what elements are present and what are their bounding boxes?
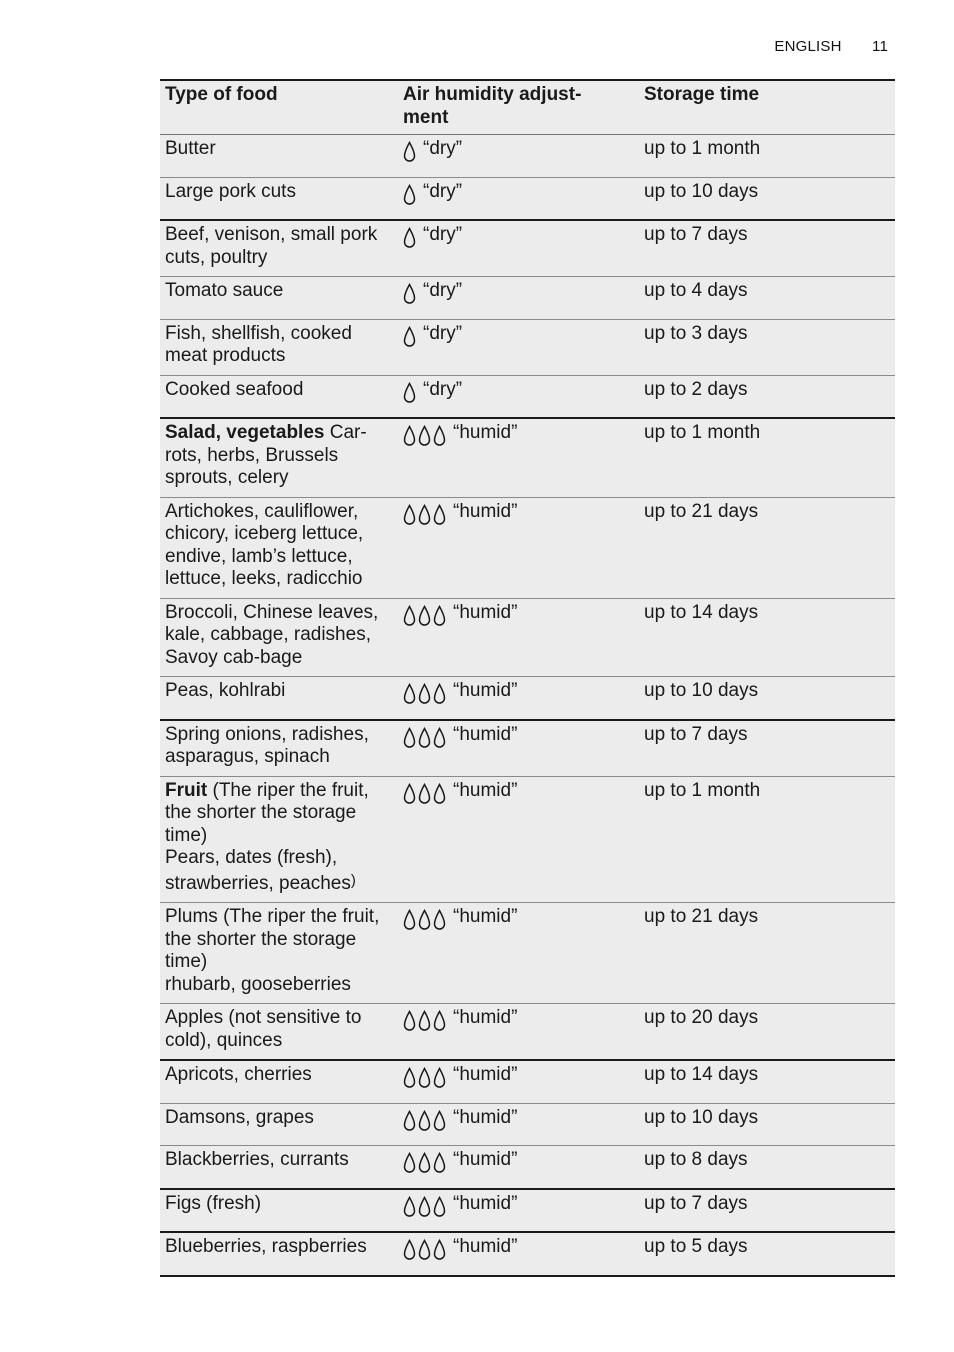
storage-time-cell: up to 20 days	[639, 1004, 895, 1061]
humidity-cell	[398, 220, 639, 277]
storage-time-cell: up to 5 days	[639, 1232, 895, 1276]
humidity-setting	[403, 602, 517, 627]
storage-time-cell: up to 21 days	[639, 497, 895, 598]
food-cell	[160, 1004, 398, 1061]
humidity-cell	[398, 1232, 639, 1276]
three-drops-icon	[403, 909, 448, 931]
humidity-label: “dry”	[423, 322, 463, 344]
table-row	[160, 903, 895, 1004]
food-label: Apricots, cherries	[165, 1064, 312, 1085]
food-label: Large pork cuts	[165, 180, 296, 202]
three-drops-icon	[403, 1067, 448, 1089]
humidity-cell	[398, 1146, 639, 1189]
single-drop-icon	[403, 141, 418, 163]
storage-time-cell: up to 14 days	[639, 1060, 895, 1103]
humidity-setting	[403, 422, 517, 447]
food-label: Spring onions, radishes, asparagus, spinach	[165, 723, 369, 767]
storage-time-cell: up to 10 days	[639, 177, 895, 220]
food-label: Butter	[165, 138, 216, 159]
humidity-cell	[398, 677, 639, 720]
humidity-cell	[398, 497, 639, 598]
table-row	[160, 220, 895, 277]
language-label: ENGLISH	[774, 38, 842, 55]
table-row	[160, 418, 895, 497]
humidity-cell	[398, 418, 639, 497]
humidity-label: “dry”	[423, 180, 463, 202]
food-cell	[160, 598, 398, 677]
food-cell	[160, 135, 398, 178]
humidity-setting	[403, 1193, 517, 1218]
column-header-humidity: Air humidity adjust- ment	[398, 80, 639, 135]
storage-time-cell: up to 8 days	[639, 1146, 895, 1189]
humidity-cell	[398, 135, 639, 178]
humidity-cell	[398, 903, 639, 1004]
food-label: (The riper the fruit, the shorter the storage time) Pears, dates (fresh), strawberries, peaches	[165, 779, 369, 894]
storage-time-cell: up to 14 days	[639, 598, 895, 677]
humidity-cell	[398, 277, 639, 320]
humidity-setting	[403, 138, 462, 163]
storage-time-cell: up to 21 days	[639, 903, 895, 1004]
three-drops-icon	[403, 683, 448, 705]
humidity-cell	[398, 598, 639, 677]
three-drops-icon	[403, 1239, 448, 1261]
food-cell	[160, 418, 398, 497]
food-cell	[160, 1060, 398, 1103]
storage-time-cell: up to 1 month	[639, 135, 895, 178]
single-drop-icon	[403, 283, 418, 305]
storage-time-cell: up to 4 days	[639, 277, 895, 320]
storage-table	[160, 79, 895, 1277]
food-cell	[160, 677, 398, 720]
three-drops-icon	[403, 605, 448, 627]
humidity-cell	[398, 1103, 639, 1146]
single-drop-icon	[403, 382, 418, 404]
humidity-setting	[403, 1064, 517, 1089]
humidity-setting	[403, 1107, 517, 1132]
humidity-label: “humid”	[453, 680, 518, 701]
table-row	[160, 497, 895, 598]
humidity-label: “humid”	[453, 1236, 518, 1257]
humidity-setting	[403, 280, 462, 305]
food-label: Broccoli, Chinese leaves, kale, cabbage, radishes, Savoy cab-bage	[165, 601, 379, 668]
humidity-label: “dry”	[423, 280, 463, 301]
food-label: Figs (fresh)	[165, 1192, 262, 1214]
table-row	[160, 277, 895, 320]
food-cell	[160, 220, 398, 277]
table-row	[160, 1060, 895, 1103]
table-row	[160, 720, 895, 777]
food-cell	[160, 1103, 398, 1146]
humidity-cell	[398, 177, 639, 220]
humidity-cell	[398, 375, 639, 418]
single-drop-icon	[403, 227, 418, 249]
food-label: Artichokes, cauliflower, chicory, iceberg lettuce, endive, lamb’s lettuce, lettuce, leeks, radicchio	[165, 500, 364, 589]
humidity-cell	[398, 720, 639, 777]
humidity-setting	[403, 323, 462, 348]
food-label: Beef, venison, small pork cuts, poultry	[165, 224, 378, 268]
food-label: Fish, shellfish, cooked meat products	[165, 322, 352, 366]
table-row	[160, 1004, 895, 1061]
humidity-cell	[398, 1060, 639, 1103]
three-drops-icon	[403, 783, 448, 805]
food-cell	[160, 776, 398, 903]
humidity-setting	[403, 1236, 517, 1261]
food-cell	[160, 903, 398, 1004]
humidity-label: “humid”	[453, 500, 518, 522]
food-label: Apples (not sensitive to cold), quinces	[165, 1007, 362, 1051]
food-cell	[160, 177, 398, 220]
table-row	[160, 598, 895, 677]
humidity-setting	[403, 379, 462, 404]
humidity-cell	[398, 776, 639, 903]
humidity-label: “humid”	[453, 1007, 518, 1028]
humidity-setting	[403, 724, 517, 749]
page-header	[774, 38, 888, 55]
food-label: Damsons, grapes	[165, 1106, 314, 1128]
humidity-cell	[398, 1189, 639, 1233]
storage-time-cell: up to 3 days	[639, 319, 895, 375]
humidity-label: “dry”	[423, 138, 463, 159]
storage-time-cell: up to 7 days	[639, 720, 895, 777]
humidity-setting	[403, 501, 517, 526]
footnote-mark: )	[350, 871, 356, 889]
three-drops-icon	[403, 1010, 448, 1032]
single-drop-icon	[403, 184, 418, 206]
three-drops-icon	[403, 1110, 448, 1132]
food-cell	[160, 1189, 398, 1233]
humidity-label: “humid”	[453, 1149, 518, 1170]
storage-time-cell: up to 7 days	[639, 220, 895, 277]
humidity-setting	[403, 906, 517, 931]
table-row	[160, 1146, 895, 1189]
table-row	[160, 1232, 895, 1276]
humidity-label: “dry”	[423, 224, 463, 245]
three-drops-icon	[403, 1152, 448, 1174]
table-body	[160, 135, 895, 1276]
humidity-label: “dry”	[423, 378, 463, 400]
humidity-setting	[403, 181, 462, 206]
humidity-label: “humid”	[453, 779, 518, 801]
food-label: Tomato sauce	[165, 280, 284, 301]
three-drops-icon	[403, 727, 448, 749]
food-category-label: Fruit	[165, 779, 208, 801]
food-cell	[160, 319, 398, 375]
food-category-label: Salad, vegetables	[165, 422, 325, 443]
storage-time-cell: up to 1 month	[639, 418, 895, 497]
three-drops-icon	[403, 425, 448, 447]
humidity-setting	[403, 1007, 517, 1032]
page-number: 11	[872, 38, 888, 55]
food-label: Cooked seafood	[165, 378, 304, 400]
storage-time-cell: up to 10 days	[639, 1103, 895, 1146]
humidity-label: “humid”	[453, 1064, 518, 1085]
storage-time-cell: up to 1 month	[639, 776, 895, 903]
humidity-label: “humid”	[453, 422, 518, 443]
humidity-setting	[403, 1149, 517, 1174]
food-cell	[160, 277, 398, 320]
table-row	[160, 776, 895, 903]
humidity-label: “humid”	[453, 1106, 518, 1128]
humidity-setting	[403, 680, 517, 705]
column-header-storage-time: Storage time	[639, 80, 895, 135]
food-label: Car-rots, herbs, Brussels sprouts, celery	[165, 422, 367, 488]
food-cell	[160, 1146, 398, 1189]
single-drop-icon	[403, 326, 418, 348]
humidity-cell	[398, 1004, 639, 1061]
table-row	[160, 677, 895, 720]
three-drops-icon	[403, 504, 448, 526]
food-label: Blackberries, currants	[165, 1149, 349, 1170]
three-drops-icon	[403, 1196, 448, 1218]
humidity-label: “humid”	[453, 601, 518, 623]
table-row	[160, 319, 895, 375]
humidity-setting	[403, 780, 517, 805]
food-label: Blueberries, raspberries	[165, 1236, 367, 1257]
column-header-food: Type of food	[160, 80, 398, 135]
table-row	[160, 375, 895, 418]
humidity-label: “humid”	[453, 906, 518, 927]
table-row	[160, 1189, 895, 1233]
food-cell	[160, 1232, 398, 1276]
humidity-cell	[398, 319, 639, 375]
storage-time-cell: up to 10 days	[639, 677, 895, 720]
food-label: Peas, kohlrabi	[165, 680, 286, 701]
table-row	[160, 135, 895, 178]
storage-time-cell: up to 7 days	[639, 1189, 895, 1233]
humidity-label: “humid”	[453, 723, 518, 745]
table-header-row	[160, 80, 895, 135]
humidity-label: “humid”	[453, 1192, 518, 1214]
table-row	[160, 1103, 895, 1146]
humidity-setting	[403, 224, 462, 249]
food-label: Plums (The riper the fruit, the shorter the storage time) rhubarb, gooseberries	[165, 906, 380, 995]
table-row	[160, 177, 895, 220]
food-cell	[160, 720, 398, 777]
food-cell	[160, 497, 398, 598]
food-cell	[160, 375, 398, 418]
storage-time-cell: up to 2 days	[639, 375, 895, 418]
